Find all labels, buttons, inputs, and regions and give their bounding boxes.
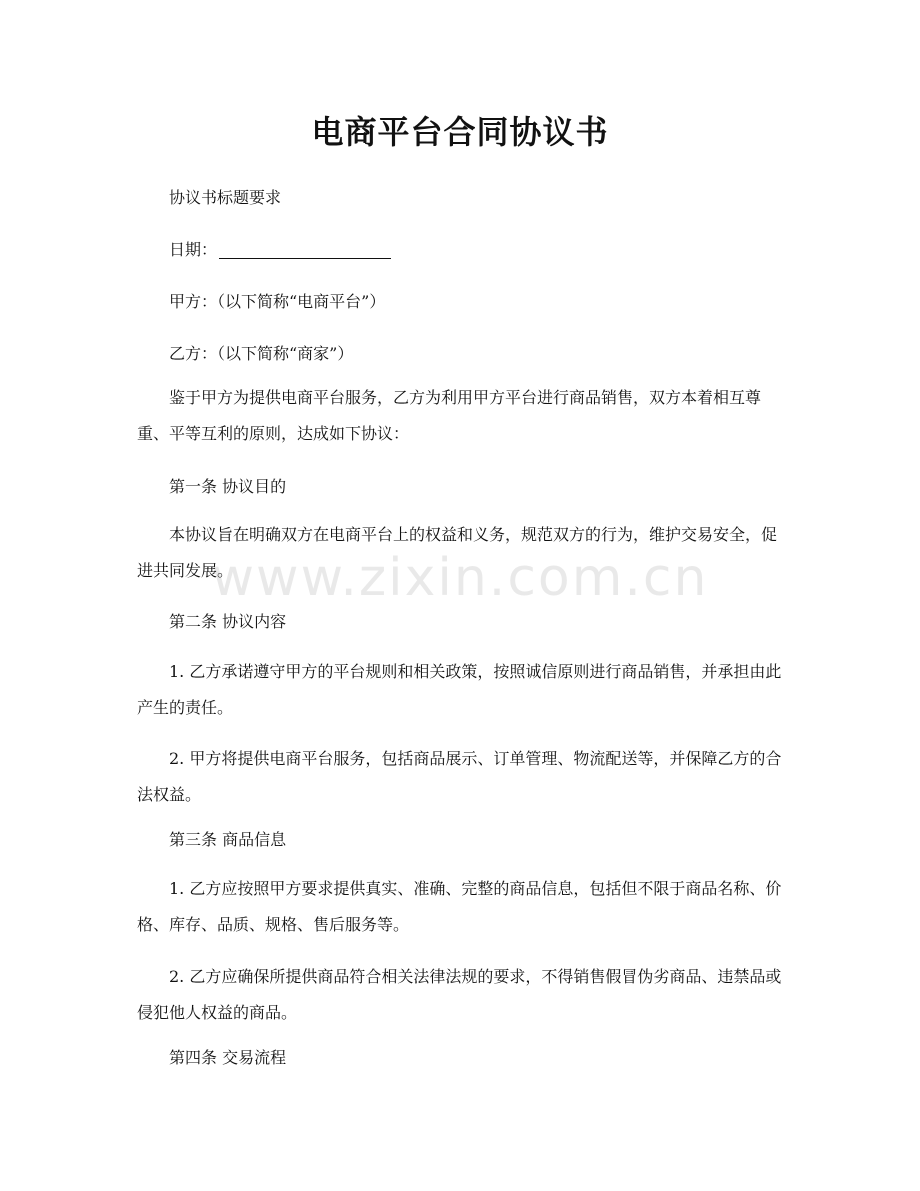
article-2-item-1: 1. 乙方承诺遵守甲方的平台规则和相关政策，按照诚信原则进行商品销售，并承担由此产生的责任。 <box>137 662 782 717</box>
watermark: www.zixin.com.cn <box>211 548 709 608</box>
article-1-body: 本协议旨在明确双方在电商平台上的权益和义务，规范双方的行为，维护交易安全，促进共同发展。 <box>137 525 778 580</box>
paragraph-date <box>137 232 785 268</box>
article-3-heading: 第三条 商品信息 <box>169 830 287 849</box>
document-title: 电商平台合同协议书 <box>311 113 609 151</box>
date-blank-line <box>219 240 391 259</box>
article-3-item-1: 1. 乙方应按照甲方要求提供真实、准确、完整的商品信息，包括但不限于商品名称、价格、库存、品质、规格、售后服务等。 <box>137 879 782 934</box>
article-2-item-2: 2. 甲方将提供电商平台服务，包括商品展示、订单管理、物流配送等，并保障乙方的合法权益。 <box>137 749 782 804</box>
article-4-heading: 第四条 交易流程 <box>169 1048 287 1067</box>
article-1-heading: 第一条 协议目的 <box>169 477 287 496</box>
article-3-item-2: 2. 乙方应确保所提供商品符合相关法律法规的要求，不得销售假冒伪劣商品、违禁品或侵犯他人权益的商品。 <box>137 967 782 1022</box>
article-2-heading: 第二条 协议内容 <box>169 612 287 631</box>
paragraph-party-b: 乙方：（以下简称“商家”） <box>169 344 354 363</box>
paragraph-party-a: 甲方：（以下简称“电商平台”） <box>169 292 386 311</box>
date-label: 日期： <box>169 240 218 259</box>
paragraph-title-requirement: 协议书标题要求 <box>169 188 282 207</box>
paragraph-preamble: 鉴于甲方为提供电商平台服务，乙方为利用甲方平台进行商品销售，双方本着相互尊重、平等互利的原则，达成如下协议： <box>137 388 762 443</box>
